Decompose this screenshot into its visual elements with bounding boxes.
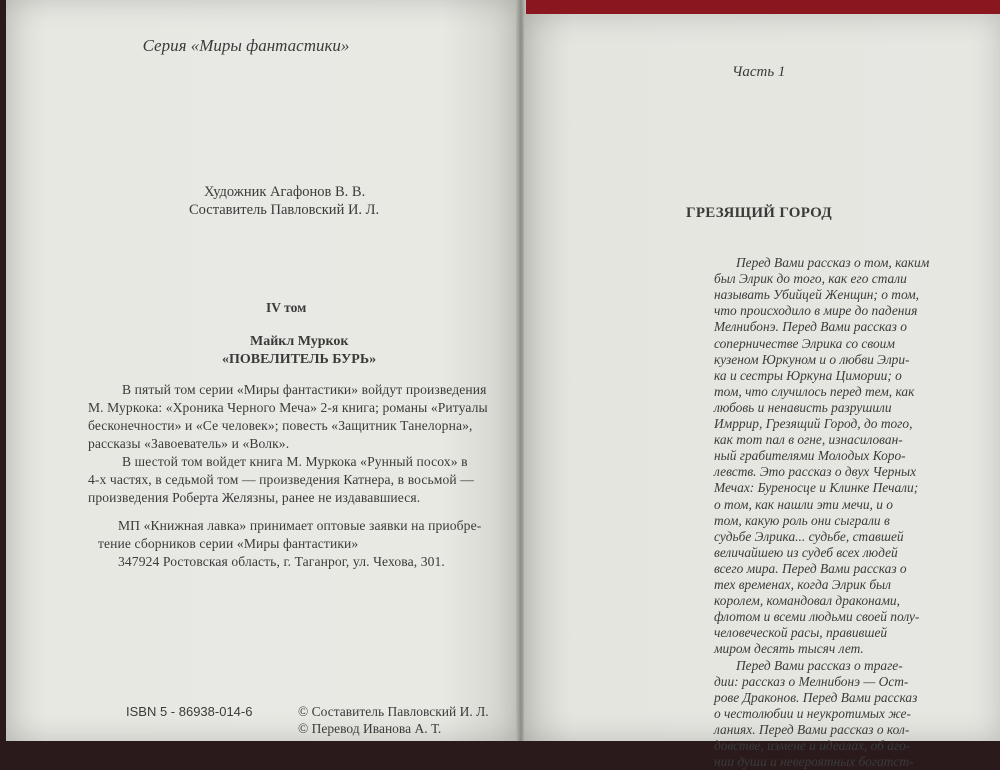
annotation-line: о том, как нашли эти мечи, и о (714, 496, 893, 512)
annotation-line: левств. Это рассказ о двух Черных (714, 464, 917, 480)
description-line: рассказы «Завоеватель» и «Волк». (88, 436, 290, 451)
order-line: тение сборников серии «Миры фантастики» (98, 536, 359, 551)
compiler-credit: Составитель Павловский И. Л. (189, 202, 380, 218)
annotation-line: том, что случилось перед тем, как (714, 383, 915, 399)
part-heading: Часть 1 (732, 64, 786, 80)
annotation-line: был Элрик до того, как его стали (714, 271, 907, 287)
annotation-line: ка и сестры Юркуна Цимории; о (714, 367, 902, 383)
series-title: Серия «Миры фантастики» (142, 36, 350, 55)
annotation-line: человеческой расы, правившей (714, 625, 888, 641)
annotation-line: соперничестве Элрика со своим (714, 335, 895, 351)
annotation-line: Перед Вами рассказ о том, каким (736, 255, 930, 270)
artist-credit: Художник Агафонов В. В. (204, 184, 366, 200)
isbn: ISBN 5 - 86938-014-6 (126, 704, 253, 719)
description-line: М. Муркока: «Хроника Черного Меча» 2-я книга; романы «Ритуалы (88, 400, 488, 415)
annotation-line: флотом и всеми людьми своей полу- (714, 609, 920, 625)
annotation-line: тех временах, когда Элрик был (714, 577, 891, 592)
annotation-line: нии души и невероятных богатст- (714, 754, 914, 770)
annotation-line: том, какую роль они сыграли в (714, 512, 890, 528)
copyright-compiler: © Составитель Павловский И. Л. (298, 704, 489, 719)
annotation-line: Перед Вами рассказ о траге- (736, 657, 903, 673)
annotation-line: королем, командовал драконами, (714, 593, 900, 609)
copyright-translation: © Перевод Иванова А. Т. (298, 721, 442, 736)
annotation-line: Мечах: Буреносце и Клинке Печали; (714, 480, 919, 496)
annotation-line: Имррир, Грезящий Город, до того, (714, 416, 913, 431)
annotation-line: называть Убийцей Женщин; о том, (714, 287, 920, 303)
description-line: произведения Роберта Желязны, ранее не издававшиеся. (88, 490, 421, 505)
annotation-line: ный грабителями Молодых Коро- (714, 448, 906, 464)
order-line: МП «Книжная лавка» принимает оптовые заявки на приобре- (118, 518, 482, 533)
annotation-line: что происходило в мире до падения (714, 303, 918, 319)
book-title: «ПОВЕЛИТЕЛЬ БУРЬ» (222, 352, 377, 367)
description-line: 4-х частях, в седьмой том — произведения Катнера, в восьмой — (88, 472, 474, 487)
annotation-line: рове Драконов. Перед Вами рассказ (714, 689, 918, 705)
left-page (6, 0, 518, 741)
description-line: В шестой том войдет книга М. Муркока «Рунный посох» в (122, 454, 468, 469)
description-line: В пятый том серии «Миры фантастики» войдут произведения (122, 382, 487, 397)
annotation-line: о честолюбии и неукротимых же- (714, 705, 911, 721)
author-name: Майкл Муркок (250, 334, 349, 349)
annotation-line: ланиях. Перед Вами рассказ о кол- (714, 721, 910, 737)
annotation-line: миром десять тысяч лет. (714, 641, 864, 657)
annotation-line: кузеном Юркуном и о любви Элри- (714, 351, 910, 367)
chapter-title: ГРЕЗЯЩИЙ ГОРОД (686, 205, 832, 221)
annotation-line: величайшею из судеб всех людей (714, 544, 898, 560)
description-line: бесконечности» и «Се человек»; повесть «Защитник Танелорна», (88, 418, 473, 433)
annotation-line: всего мира. Перед Вами рассказ о (714, 560, 907, 576)
annotation-line: Мелнибонэ. Перед Вами рассказ о (714, 319, 907, 335)
right-page (524, 14, 1000, 770)
annotation-line: судьбе Элрика... судьбе, ставшей (714, 528, 904, 544)
annotation-line: любовь и ненависть разрушили (714, 399, 892, 415)
annotation-line: как тот пал в огне, изнасилован- (714, 432, 903, 448)
volume-number: IV том (266, 300, 307, 315)
annotation-line: довстве, измене и идеалах, об аго- (714, 738, 911, 753)
annotation-line: дии: рассказ о Мелнибонэ — Ост- (714, 673, 909, 689)
order-line: 347924 Ростовская область, г. Таганрог, ул. Чехова, 301. (118, 554, 445, 569)
